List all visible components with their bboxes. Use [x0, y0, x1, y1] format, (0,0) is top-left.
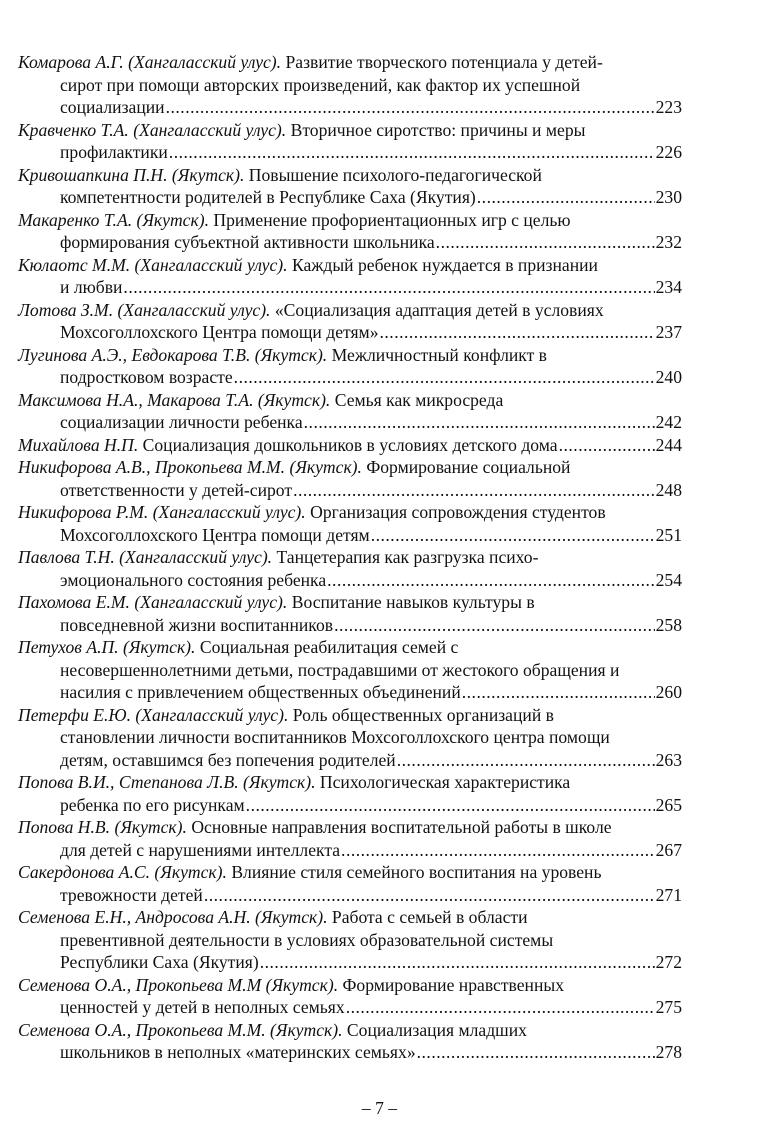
toc-entry-line	[18, 974, 682, 997]
toc-entry	[18, 591, 682, 636]
toc-entry-line	[18, 276, 682, 299]
toc-entry-line	[18, 524, 682, 547]
toc-entry-title: повседневной жизни воспитанников	[60, 614, 334, 635]
toc-entry-line	[18, 816, 682, 839]
toc-leader-dots	[166, 96, 655, 119]
toc-entry-author: Лотова З.М. (Хангаласский улус).	[18, 299, 271, 320]
toc-entry-title: ребенка по его рисункам	[60, 794, 245, 815]
toc-leader-dots	[417, 1041, 655, 1064]
toc-entry-text	[60, 141, 168, 164]
toc-entry-title: Республики Саха (Якутия)	[60, 952, 259, 972]
toc-entry-author: Максимова Н.А., Макарова Т.А. (Якутск).	[18, 389, 331, 410]
toc-entry-text	[60, 321, 379, 344]
toc-leader-dots	[260, 951, 655, 974]
toc-entry-text	[60, 96, 165, 119]
toc-entry-page: 275	[655, 997, 682, 1017]
toc-entry	[18, 344, 682, 389]
toc-entry-text	[60, 681, 461, 704]
toc-entry-line	[18, 51, 682, 74]
toc-entry-author: Семенова О.А., Прокопьева М.М. (Якутск).	[18, 1019, 343, 1040]
toc-entry	[18, 1019, 682, 1064]
toc-entry	[18, 906, 682, 974]
toc-entry-text	[18, 390, 503, 410]
toc-entry-title: формирования субъектной активности школьника	[60, 232, 435, 252]
toc-entry-page: 232	[655, 232, 682, 252]
toc-entry-title: Семья как микросреда	[334, 389, 504, 410]
toc-entry-text	[60, 749, 396, 772]
toc-entry-title: Социализация дошкольников в условиях детского дома	[142, 434, 558, 455]
toc-entry-line	[18, 186, 682, 209]
toc-leader-dots	[559, 434, 655, 457]
toc-entry-title: сирот при помощи авторских произведений, как фактор их успешной	[60, 74, 581, 95]
toc-entry-page: 237	[655, 322, 682, 342]
toc-entry-line	[18, 209, 682, 232]
toc-entry-line	[18, 1019, 682, 1042]
toc-entry-text	[18, 817, 612, 837]
toc-entry-text	[60, 930, 553, 950]
toc-entry-line	[18, 231, 682, 254]
toc-entry-page: 258	[655, 614, 682, 635]
toc-entry-line	[18, 479, 682, 502]
toc-entry-page: 230	[655, 187, 682, 207]
toc-entry-author: Пахомова Е.М. (Хангаласский улус).	[18, 592, 288, 612]
toc-entry-page: 234	[655, 277, 682, 297]
toc-entry-line	[18, 614, 682, 637]
toc-entry-title: Применение профориентационных игр с целью	[213, 209, 571, 230]
toc-entry-line	[18, 254, 682, 277]
toc-entry	[18, 51, 682, 119]
toc-entry-title: профилактики	[60, 142, 168, 162]
toc-entry-text	[18, 975, 564, 995]
toc-entry	[18, 299, 682, 344]
toc-leader-dots	[341, 839, 655, 862]
toc-entry-text	[18, 210, 571, 230]
toc-entry-text	[18, 120, 585, 140]
toc-entry-title: и любви	[60, 277, 123, 297]
toc-leader-dots	[462, 681, 655, 704]
toc-leader-dots	[304, 411, 655, 434]
toc-entry-line	[18, 591, 682, 614]
toc-leader-dots	[334, 614, 655, 637]
toc-entry	[18, 636, 682, 704]
toc-entry-line	[18, 74, 682, 97]
toc-entry-text	[60, 1041, 416, 1064]
toc-entry-text	[18, 862, 602, 882]
toc-entry-title: компетентности родителей в Республике Саха (Якутия)	[60, 187, 476, 207]
toc-entry	[18, 389, 682, 434]
toc-entry-title: Организация сопровождения студентов	[310, 502, 606, 522]
toc-entry-text	[60, 660, 619, 680]
toc-entry-text	[18, 345, 547, 365]
toc-entry-text	[18, 592, 535, 612]
toc-entry-line	[18, 906, 682, 929]
toc-entry-line	[18, 389, 682, 412]
toc-entry-title: Воспитание навыков культуры в	[291, 592, 535, 612]
toc-entry-page: 271	[655, 884, 682, 905]
toc-entry-title: несовершеннолетними детьми, пострадавшими от жестокого обращения и	[60, 659, 620, 680]
toc-entry-text	[18, 502, 606, 522]
toc-entry-line	[18, 456, 682, 479]
toc-entry-line	[18, 704, 682, 727]
toc-entry-text	[18, 907, 527, 927]
toc-entry-line	[18, 726, 682, 749]
toc-entry-line	[18, 636, 682, 659]
toc-entry-page: 244	[655, 434, 682, 455]
toc-entry-title: Психологическая характеристика	[319, 772, 571, 792]
toc-entry-page: 278	[655, 1042, 682, 1062]
toc-entry-text	[60, 366, 233, 389]
toc-entry-line	[18, 771, 682, 794]
toc-entry-page: 272	[655, 952, 682, 972]
toc-entry-line	[18, 299, 682, 322]
toc-entry-text	[60, 996, 345, 1019]
toc-entry	[18, 771, 682, 816]
toc-entry-title: детям, оставшимся без попечения родителей	[60, 749, 396, 770]
toc-entry-author: Михайлова Н.П.	[18, 434, 139, 455]
toc-entry-page: 240	[655, 367, 682, 387]
toc-entry-text	[60, 727, 610, 747]
table-of-contents	[18, 51, 682, 1064]
toc-leader-dots	[169, 141, 655, 164]
toc-entry-title: Формирование нравственных	[342, 974, 564, 995]
toc-entry-title: Работа с семьей в области	[331, 907, 528, 927]
toc-entry-line	[18, 119, 682, 142]
toc-entry-page: 260	[655, 682, 682, 702]
toc-entry-title: эмоционального состояния ребенка	[60, 569, 327, 590]
toc-entry-title: Основные направления воспитательной работы в школе	[191, 817, 612, 837]
toc-entry	[18, 546, 682, 591]
toc-entry-text	[18, 457, 570, 477]
toc-leader-dots	[327, 569, 654, 592]
toc-entry-author: Кравченко Т.А. (Хангаласский улус).	[18, 119, 287, 140]
toc-entry-line	[18, 749, 682, 772]
toc-entry-page: 265	[655, 794, 682, 815]
toc-entry-title: насилия с привлечением общественных объединений	[60, 682, 461, 702]
toc-entry-author: Семенова О.А., Прокопьева М.М (Якутск).	[18, 974, 339, 995]
toc-entry	[18, 974, 682, 1019]
toc-entry-line	[18, 659, 682, 682]
toc-entry-text	[60, 231, 435, 254]
page-number: – 7 –	[361, 1098, 398, 1118]
toc-entry-title: Влияние стиля семейного воспитания на уровень	[231, 862, 602, 882]
toc-entry-author: Попова В.И., Степанова Л.В. (Якутск).	[18, 772, 316, 792]
toc-entry	[18, 501, 682, 546]
toc-entry-text	[60, 524, 370, 547]
toc-entry-line	[18, 951, 682, 974]
toc-entry-text	[60, 951, 259, 974]
toc-entry-author: Павлова Т.Н. (Хангаласский улус).	[18, 547, 273, 567]
toc-entry-line	[18, 546, 682, 569]
toc-entry-line	[18, 321, 682, 344]
toc-leader-dots	[477, 186, 655, 209]
toc-entry-text	[18, 255, 598, 275]
toc-entry-title: Каждый ребенок нуждается в признании	[291, 254, 598, 275]
toc-leader-dots	[293, 479, 655, 502]
toc-entry-title: «Социализация адаптация детей в условиях	[274, 299, 604, 320]
toc-entry	[18, 434, 682, 457]
toc-entry-line	[18, 861, 682, 884]
toc-entry-line	[18, 929, 682, 952]
toc-entry-text	[18, 434, 558, 457]
toc-entry	[18, 164, 682, 209]
toc-entry-line	[18, 1041, 682, 1064]
toc-entry-title: для детей с нарушениями интеллекта	[60, 839, 341, 860]
toc-entry-author: Кривошапкина П.Н. (Якутск).	[18, 164, 245, 185]
toc-entry-title: Развитие творческого потенциала у детей-	[285, 52, 603, 72]
toc-entry-title: превентивной деятельности в условиях образовательной системы	[60, 929, 554, 950]
toc-entry-text	[18, 705, 554, 725]
toc-entry-text	[60, 839, 340, 862]
toc-entry-text	[60, 186, 476, 209]
toc-entry-author: Комарова А.Г. (Хангаласский улус).	[18, 52, 282, 72]
toc-leader-dots	[436, 231, 655, 254]
toc-entry-text	[18, 300, 604, 320]
toc-entry-line	[18, 884, 682, 907]
toc-entry-text	[60, 276, 122, 299]
toc-entry-text	[60, 794, 245, 817]
toc-entry-line	[18, 96, 682, 119]
toc-entry-title: Межличностный конфликт в	[331, 344, 547, 365]
toc-entry	[18, 861, 682, 906]
toc-entry	[18, 456, 682, 501]
toc-leader-dots	[246, 794, 655, 817]
toc-entry-text	[18, 1020, 527, 1040]
toc-entry-line	[18, 141, 682, 164]
toc-entry-title: Социализация младших	[346, 1019, 527, 1040]
toc-entry	[18, 119, 682, 164]
toc-entry-line	[18, 839, 682, 862]
toc-entry-text	[60, 75, 580, 95]
toc-entry	[18, 816, 682, 861]
toc-entry-title: Социальная реабилитация семей с	[199, 637, 459, 657]
toc-entry	[18, 209, 682, 254]
toc-entry-text	[60, 569, 326, 592]
toc-entry-line	[18, 794, 682, 817]
toc-entry-author: Макаренко Т.А. (Якутск).	[18, 209, 209, 230]
toc-entry-page: 223	[655, 97, 682, 117]
toc-entry-text	[60, 479, 292, 502]
toc-entry-title: Вторичное сиротство: причины и меры	[290, 119, 586, 140]
toc-entry-author: Попова Н.В. (Якутск).	[18, 817, 187, 837]
toc-entry-line	[18, 366, 682, 389]
toc-entry-title: ценностей у детей в неполных семьях	[60, 997, 345, 1017]
toc-entry-author: Лугинова А.Э., Евдокарова Т.В. (Якутск).	[18, 344, 328, 365]
toc-entry-text	[18, 52, 603, 72]
toc-entry-text	[18, 772, 570, 792]
toc-entry-title: становлении личности воспитанников Мохсоголлохского центра помощи	[60, 727, 610, 747]
toc-entry-text	[60, 614, 333, 637]
toc-entry-line	[18, 164, 682, 187]
toc-entry-title: Танцетерапия как разгрузка психо-	[276, 547, 539, 567]
toc-entry	[18, 704, 682, 772]
toc-entry-author: Кюлаотс М.М. (Хангаласский улус).	[18, 254, 288, 275]
toc-entry-title: подростковом возрасте	[60, 367, 233, 387]
toc-entry-line	[18, 501, 682, 524]
toc-leader-dots	[380, 321, 655, 344]
toc-entry-author: Никифорова Р.М. (Хангаласский улус).	[18, 502, 306, 522]
toc-entry-text	[18, 165, 542, 185]
toc-entry-page: 242	[655, 412, 682, 432]
toc-entry-page: 263	[655, 749, 682, 770]
toc-entry-text	[60, 884, 203, 907]
toc-entry-author: Семенова Е.Н., Андросова А.Н. (Якутск).	[18, 907, 328, 927]
toc-entry-title: Роль общественных организаций в	[292, 704, 554, 725]
toc-entry-line	[18, 344, 682, 367]
toc-entry-title: ответственности у детей-сирот	[60, 479, 293, 500]
toc-entry-title: социализации	[60, 97, 165, 117]
toc-leader-dots	[234, 366, 655, 389]
toc-entry	[18, 254, 682, 299]
toc-leader-dots	[123, 276, 654, 299]
toc-entry-line	[18, 411, 682, 434]
toc-entry-page: 251	[655, 524, 682, 545]
toc-entry-text	[18, 547, 538, 567]
toc-entry-line	[18, 681, 682, 704]
toc-entry-title: Формирование социальной	[366, 457, 571, 477]
toc-entry-author: Никифорова А.В., Прокопьева М.М. (Якутск).	[18, 457, 362, 477]
toc-entry-author: Петерфи Е.Ю. (Хангаласский улус).	[18, 704, 289, 725]
toc-entry-page: 254	[655, 569, 682, 590]
toc-leader-dots	[371, 524, 655, 547]
toc-entry-line	[18, 996, 682, 1019]
toc-entry-line	[18, 569, 682, 592]
toc-entry-title: Повышение психолого-педагогической	[248, 164, 542, 185]
toc-entry-page: 267	[655, 839, 682, 860]
toc-entry-page: 248	[655, 479, 682, 500]
toc-entry-text	[60, 411, 303, 434]
toc-entry-title: Мохсоголлохского Центра помощи детям	[60, 524, 370, 545]
toc-leader-dots	[397, 749, 655, 772]
toc-entry-author: Сакердонова А.С. (Якутск).	[18, 862, 227, 882]
toc-entry-title: школьников в неполных «материнских семьях»	[60, 1042, 416, 1062]
toc-entry-title: Мохсоголлохского Центра помощи детям»	[60, 322, 379, 342]
toc-entry-text	[18, 637, 458, 657]
toc-leader-dots	[346, 996, 655, 1019]
toc-entry-line	[18, 434, 682, 457]
toc-entry-title: тревожности детей	[60, 884, 203, 905]
toc-entry-page: 226	[655, 142, 682, 162]
toc-entry-title: социализации личности ребенка	[60, 412, 303, 432]
toc-entry-author: Петухов А.П. (Якутск).	[18, 637, 196, 657]
toc-leader-dots	[204, 884, 655, 907]
